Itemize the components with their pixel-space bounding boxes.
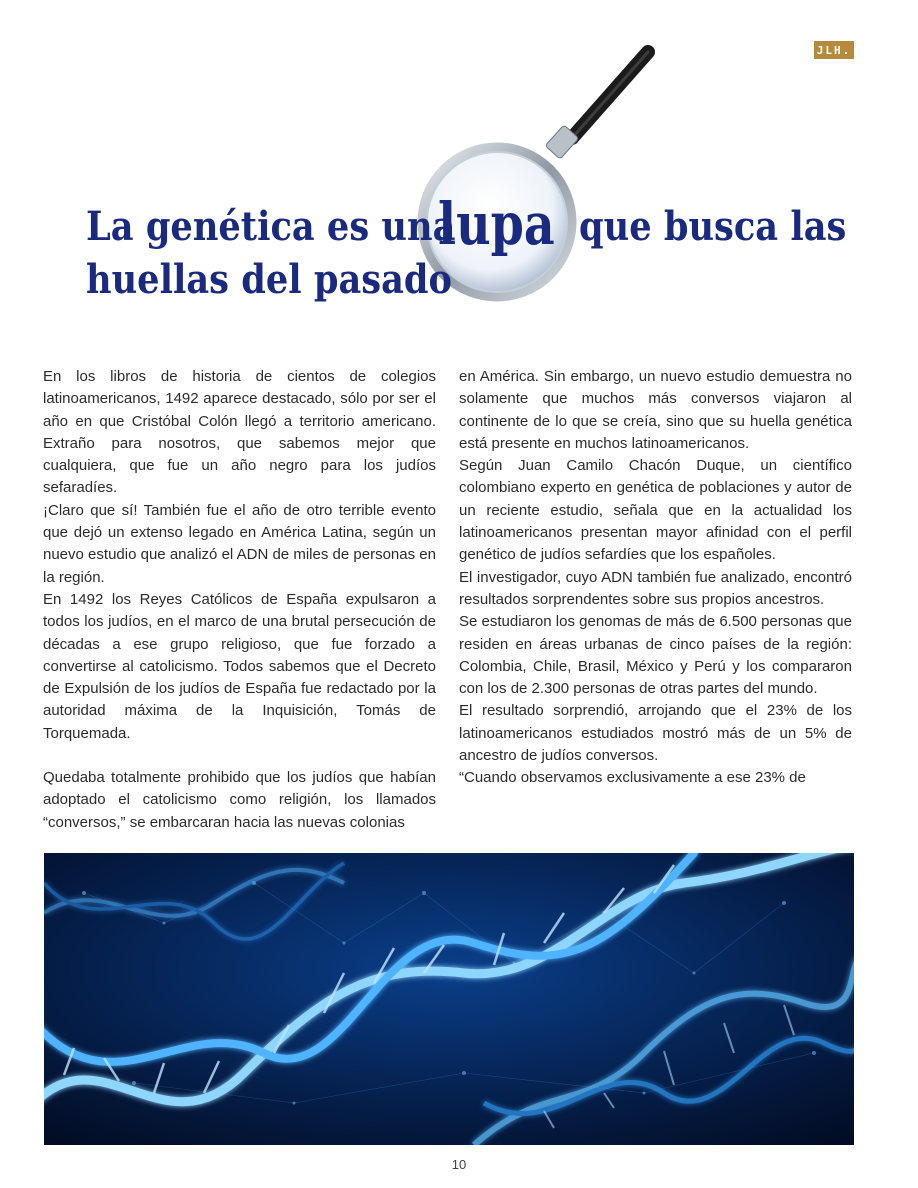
- paragraph: En los libros de historia de cientos de colegios latinoamericanos, 1492 aparece destacado, sólo por ser el año en que Cristóbal Colón llegó a territorio americano. Extraño para nosotros, que sabemos mejor que cualquiera, que fue un año negro para los judíos sefaradíes.: [43, 368, 436, 497]
- paragraph: en América. Sin embargo, un nuevo estudio demuestra no solamente que muchos más conversos viajaron al continente de lo que se creía, sino que su huella genética está presente en muchos latinoamericanos.: [459, 368, 852, 452]
- paragraph: Según Juan Camilo Chacón Duque, un científico colombiano experto en genética de poblaciones y autor de un reciente estudio, señala que en la actualidad los latinoamericanos presentan mayor afinidad con el perfil genético de judíos sefardíes que los españoles.: [459, 457, 852, 564]
- title-line2: huellas del pasado: [86, 256, 452, 303]
- paragraph: El resultado sorprendió, arrojando que el 23% de los latinoamericanos estudiados mostró más de un 5% de ancestro de judíos conversos.: [459, 702, 852, 765]
- paragraph: Quedaba totalmente prohibido que los judíos que habían adoptado el catolicismo como religión, los llamados “conversos,” se embarcaran hacia las nuevas colonias: [43, 769, 436, 831]
- page-number: 10: [451, 1157, 467, 1172]
- article-column-right: [459, 366, 852, 790]
- title-highlight-word: lupa: [438, 190, 555, 258]
- paragraph: “Cuando observamos exclusivamente a ese 23% de: [459, 769, 806, 787]
- title-line1-part1: La genética es una: [86, 203, 456, 250]
- article-column-left: [43, 366, 436, 834]
- publication-badge: JLH.: [814, 41, 854, 59]
- dna-helix-image: [44, 853, 854, 1145]
- title-line1-part2: que busca las: [579, 203, 847, 250]
- paragraph: El investigador, cuyo ADN también fue analizado, encontró resultados sorprendentes sobre sus propios ancestros.: [459, 568, 852, 608]
- paragraph: En 1492 los Reyes Católicos de España expulsaron a todos los judíos, en el marco de una brutal persecución de décadas a ese grupo religioso, que fue forzado a convertirse al catolicismo. Todos sabemos que el Decreto de Expulsión de los judíos de España fue redactado por la autoridad máxima de la Inquisición, Tomás de Torquemada.: [43, 590, 436, 742]
- paragraph: Se estudiaron los genomas de más de 6.500 personas que residen en áreas urbanas de cinco países de la región: Colombia, Chile, Brasil, México y Perú y los compararon con los de 2.300 personas de otras partes del mundo.: [459, 613, 852, 698]
- paragraph: ¡Claro que sí! También fue el año de otro terrible evento que dejó un extenso legado en América Latina, según un nuevo estudio que analizó el ADN de miles de personas en la región.: [43, 501, 436, 586]
